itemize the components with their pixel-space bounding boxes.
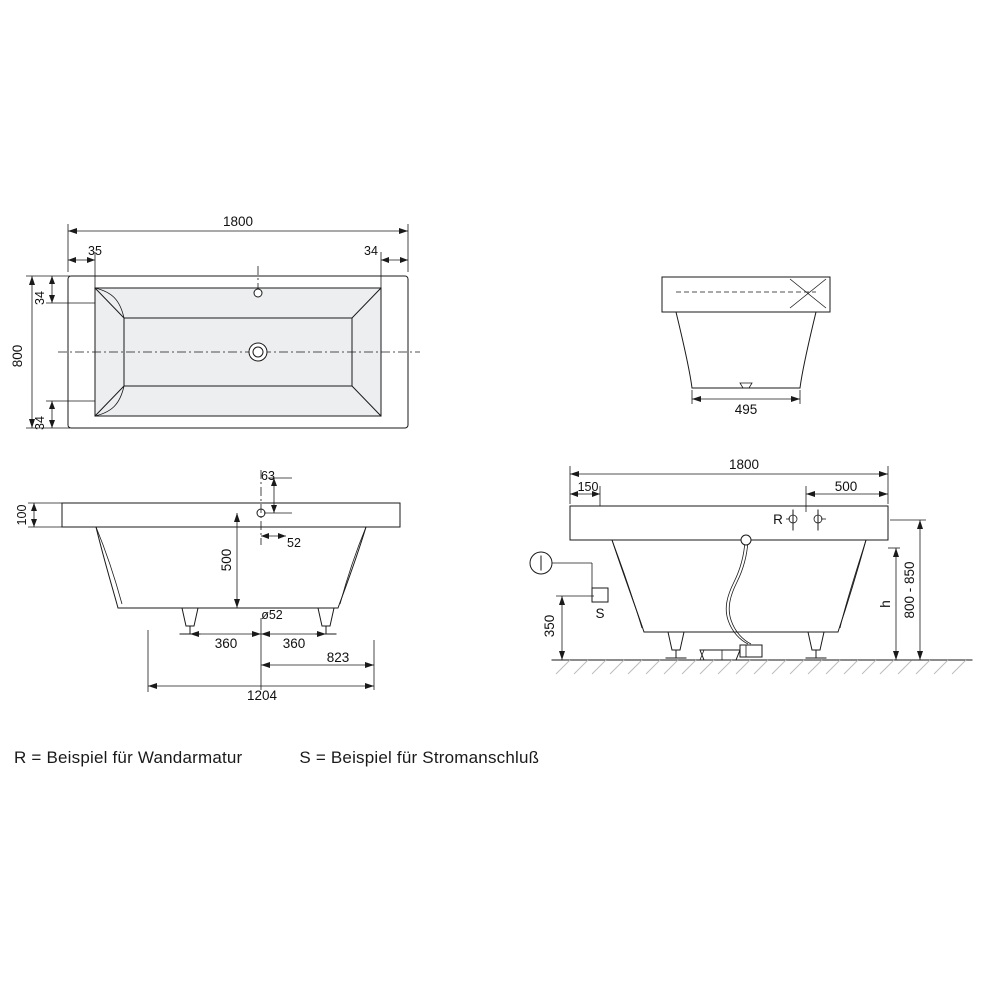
dim-right-offset: 500 (834, 479, 858, 494)
dim-waste-offset: 52 (287, 536, 301, 550)
front-right-view (530, 457, 972, 674)
dim-center-offset: 823 (326, 650, 350, 665)
floor-hatching (556, 660, 966, 674)
head-end-view (662, 277, 830, 417)
dim-top-upper-inset: 34 (33, 291, 47, 305)
dim-total-span: 1204 (246, 688, 278, 703)
tub-foot-right (316, 608, 336, 634)
marker-wall-fitting: R (773, 512, 783, 527)
dim-foot-right: 360 (282, 636, 306, 651)
legend-item-wall-fitting: R = Beispiel für Wandarmatur (14, 748, 243, 767)
top-view (10, 214, 420, 430)
dim-height-symbol: h (878, 600, 893, 608)
dim-drain-diameter: ø52 (261, 608, 283, 622)
dim-top-lower-inset: 34 (33, 416, 47, 430)
tub-foot-left-right-view (666, 632, 686, 658)
dim-foot-left: 360 (214, 636, 238, 651)
dim-top-length: 1800 (222, 214, 254, 229)
dim-top-right-inset: 34 (364, 244, 378, 258)
tub-foot-left (180, 608, 200, 634)
dim-head-width: 495 (734, 402, 758, 417)
dim-waste-height: 500 (219, 548, 234, 572)
dim-rim-height: 100 (15, 504, 29, 526)
dim-overflow-height: 63 (261, 469, 275, 483)
dim-height-range: 800 - 850 (902, 561, 917, 619)
legend (14, 748, 914, 768)
dim-left-offset: 150 (577, 480, 599, 494)
marker-power-connection: S (595, 606, 605, 621)
legend-item-power-connection: S = Beispiel für Stromanschluß (299, 748, 540, 767)
front-left-view (15, 469, 400, 703)
tub-foot-right-right-view (806, 632, 826, 658)
dim-top-width: 800 (10, 344, 25, 368)
dim-top-left-inset: 35 (88, 244, 102, 258)
dim-right-length: 1800 (728, 457, 760, 472)
dim-socket-height: 350 (542, 614, 557, 638)
